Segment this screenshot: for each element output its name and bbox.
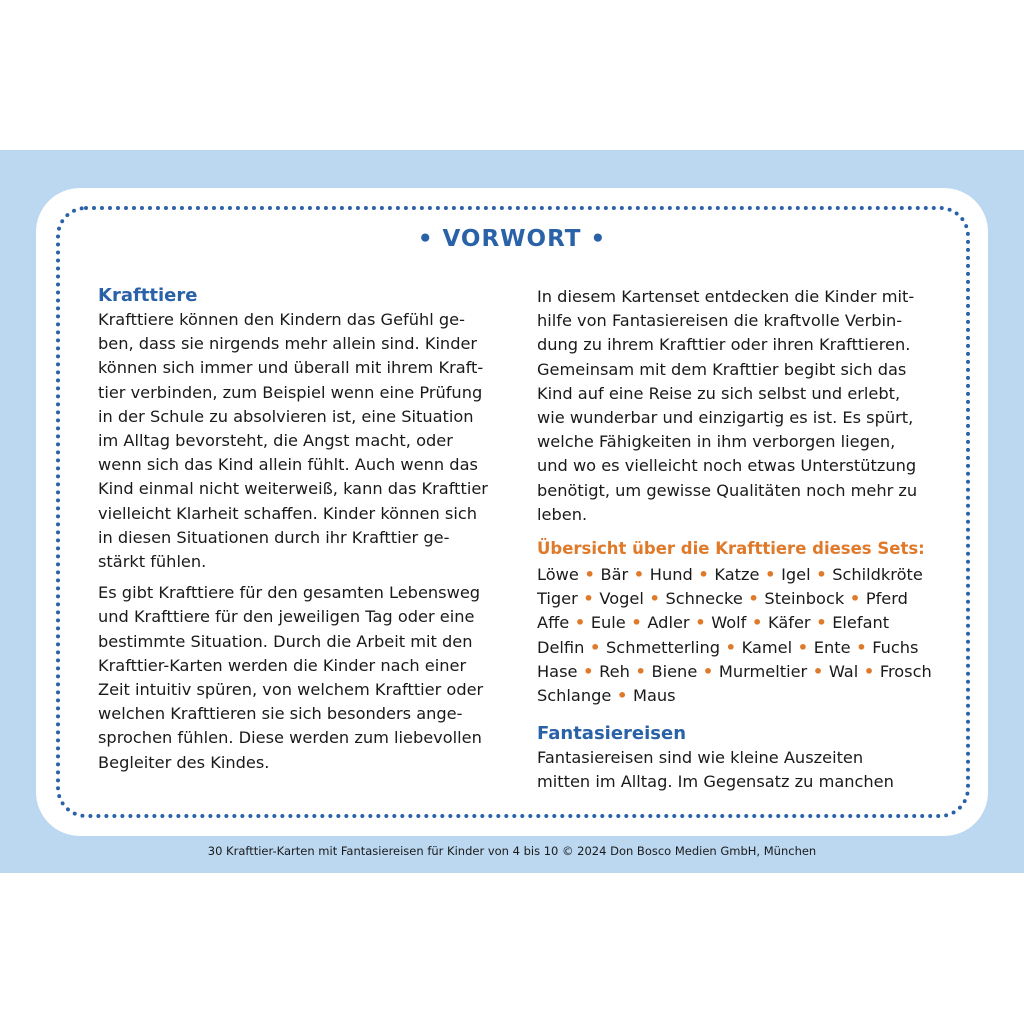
animal-name: Igel	[781, 565, 811, 585]
bullet-separator: •	[844, 589, 866, 609]
text-line: Begleiter des Kindes.	[98, 752, 270, 772]
animal-name: Delfin	[537, 637, 585, 657]
bullet-separator: •	[577, 589, 600, 609]
bullet-separator: •	[692, 565, 715, 585]
text-line: und wo es vielleicht noch etwas Unterstützung	[537, 456, 917, 476]
text-line: mitten im Alltag. Im Gegensatz zu manchen	[537, 772, 894, 792]
bullet-separator: •	[611, 686, 633, 706]
animal-name: Vogel	[599, 589, 644, 609]
animal-name: Maus	[632, 686, 676, 706]
animal-name: Bär	[600, 565, 629, 585]
animal-name: Schildkröte	[832, 565, 923, 585]
text-line: welche Fähigkeiten in ihm verborgen liegen,	[537, 432, 896, 452]
animal-name: Frosch	[879, 661, 932, 681]
animal-name: Käfer	[768, 613, 811, 633]
text-line: und Krafttiere für den jeweiligen Tag oder eine	[98, 607, 475, 627]
text-line: können sich immer und überall mit ihrem Kraft-	[98, 358, 484, 378]
left-column	[98, 284, 488, 775]
bullet-separator: •	[792, 637, 814, 657]
animal-name: Elefant	[832, 613, 890, 633]
bullet-separator: •	[759, 565, 782, 585]
text-line: vielleicht Klarheit schaffen. Kinder können sich	[98, 503, 478, 523]
animal-row	[537, 636, 937, 660]
text-line: in diesen Situationen durch ihr Krafttier ge-	[98, 527, 450, 547]
text-line: Krafttier-Karten werden die Kinder nach einer	[98, 655, 467, 675]
paragraph-fantasiereisen	[537, 746, 937, 794]
animal-row	[537, 660, 937, 684]
bullet-separator: •	[850, 637, 873, 657]
bullet-separator: •	[807, 661, 829, 681]
animal-name: Schmetterling	[606, 637, 721, 657]
animal-name: Wolf	[711, 613, 747, 633]
page-title: • VORWORT •	[417, 226, 607, 252]
text-line: Kind einmal nicht weiterweiß, kann das Krafttier	[98, 479, 488, 499]
text-line: Zeit intuitiv spüren, von welchem Krafttier oder	[98, 680, 484, 700]
animal-row	[537, 563, 937, 587]
animal-name: Schnecke	[665, 589, 743, 609]
text-line: leben.	[537, 504, 588, 524]
bullet-separator: •	[746, 613, 768, 633]
paragraph-krafttiere-1	[98, 308, 488, 574]
animal-name: Hase	[537, 661, 578, 681]
text-line: bestimmte Situation. Durch die Arbeit mit den	[98, 631, 473, 651]
bullet-separator: •	[625, 613, 648, 633]
heading-fantasiereisen: Fantasiereisen	[537, 723, 687, 745]
text-line: im Alltag bevorsteht, die Angst macht, oder	[98, 431, 453, 451]
animal-list	[537, 563, 937, 708]
text-line: Fantasiereisen sind wie kleine Auszeiten	[537, 748, 864, 768]
animal-name: Adler	[647, 613, 690, 633]
animal-name: Reh	[599, 661, 630, 681]
text-line: Kind auf eine Reise zu sich selbst und erlebt,	[537, 383, 901, 403]
text-line: dung zu ihrem Krafttier oder ihren Krafttieren.	[537, 335, 911, 355]
text-line: wie wunderbar und einzigartig es ist. Es spürt,	[537, 408, 914, 428]
animal-name: Ente	[813, 637, 851, 657]
text-line: Es gibt Krafttiere für den gesamten Lebensweg	[98, 583, 481, 603]
animal-name: Fuchs	[872, 637, 919, 657]
animal-name: Tiger	[537, 589, 578, 609]
bullet-separator: •	[629, 661, 652, 681]
animal-name: Schlange	[537, 686, 612, 706]
paragraph-kartenset	[537, 285, 937, 527]
bullet-separator: •	[810, 565, 833, 585]
animal-name: Steinbock	[764, 589, 845, 609]
bullet-separator: •	[578, 565, 601, 585]
animal-name: Murmeltier	[718, 661, 808, 681]
bullet-separator: •	[643, 589, 666, 609]
text-line: benötigt, um gewisse Qualitäten noch mehr zu	[537, 480, 918, 500]
preface-card	[36, 188, 988, 836]
text-line: stärkt fühlen.	[98, 552, 207, 572]
animal-name: Hund	[649, 565, 693, 585]
bullet-separator: •	[569, 613, 591, 633]
bullet-separator: •	[720, 637, 742, 657]
animal-row	[537, 684, 937, 708]
footer-credit: 30 Krafttier-Karten mit Fantasiereisen für Kinder von 4 bis 10 © 2024 Don Bosco Medien GmbH, München	[207, 844, 817, 858]
heading-overview: Übersicht über die Krafttiere dieses Sets:	[537, 539, 925, 559]
text-line: in der Schule zu absolvieren ist, eine Situation	[98, 406, 474, 426]
text-line: sprochen fühlen. Diese werden zum liebevollen	[98, 728, 482, 748]
text-line: In diesem Kartenset entdecken die Kinder mit-	[537, 287, 915, 306]
text-line: wenn sich das Kind allein fühlt. Auch wenn das	[98, 455, 478, 475]
text-line: tier verbinden, zum Beispiel wenn eine Prüfung	[98, 382, 483, 402]
bullet-separator: •	[689, 613, 712, 633]
animal-name: Eule	[590, 613, 626, 633]
text-line: Krafttiere können den Kindern das Gefühl ge-	[98, 310, 465, 329]
text-line: hilfe von Fantasiereisen die kraftvolle Verbin-	[537, 311, 903, 331]
bullet-separator: •	[628, 565, 650, 585]
bullet-separator: •	[697, 661, 719, 681]
right-column	[537, 285, 937, 795]
animal-name: Biene	[651, 661, 698, 681]
text-line: Gemeinsam mit dem Krafttier begibt sich das	[537, 359, 907, 379]
animal-name: Pferd	[865, 589, 908, 609]
animal-name: Löwe	[537, 565, 579, 585]
animal-name: Wal	[828, 661, 859, 681]
text-line: welchen Krafttieren sie sich besonders ange-	[98, 704, 463, 724]
paragraph-krafttiere-2	[98, 581, 488, 775]
animal-row	[537, 611, 937, 635]
animal-row	[537, 587, 937, 611]
animal-name: Katze	[714, 565, 760, 585]
bullet-separator: •	[577, 661, 600, 681]
text-line: ben, dass sie nirgends mehr allein sind. Kinder	[98, 334, 478, 354]
animal-name: Affe	[537, 613, 570, 633]
bullet-separator: •	[810, 613, 833, 633]
animal-name: Kamel	[741, 637, 793, 657]
bullet-separator: •	[858, 661, 880, 681]
bullet-separator: •	[584, 637, 607, 657]
heading-krafttiere: Krafttiere	[98, 285, 198, 306]
bullet-separator: •	[742, 589, 765, 609]
